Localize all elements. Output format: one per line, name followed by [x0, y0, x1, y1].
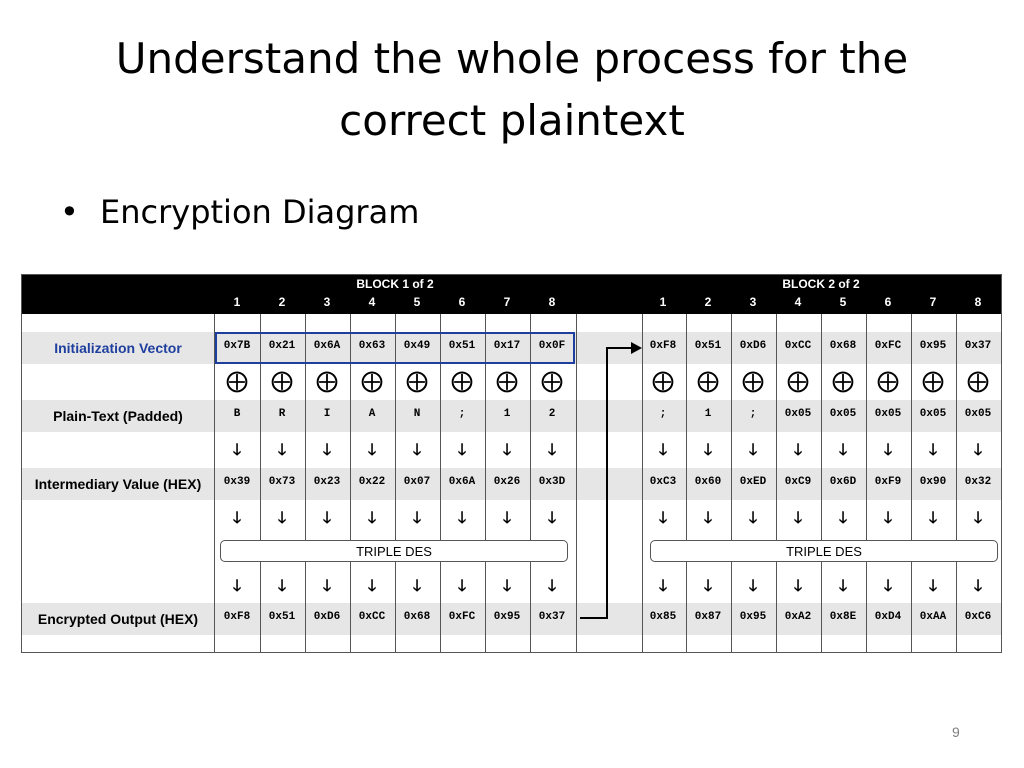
down-arrow-icon: 🡓	[703, 442, 713, 459]
down-arrow-icon: 🡓	[973, 442, 983, 459]
iv-cell: 0x63	[358, 340, 386, 352]
plaintext-cell: 1	[704, 408, 712, 420]
iv-cell: 0x51	[694, 340, 722, 352]
xor-icon: ⨁	[697, 368, 719, 393]
encrypted-cell: 0x87	[694, 611, 722, 623]
xor-icon: ⨁	[496, 368, 518, 393]
column-number: 1	[233, 295, 241, 309]
intermediary-cell: 0x22	[358, 476, 386, 488]
column-number: 3	[749, 295, 757, 309]
plaintext-cell: A	[368, 408, 376, 420]
down-arrow-icon: 🡓	[412, 442, 422, 459]
column-number: 8	[974, 295, 982, 309]
plaintext-cell: 0x05	[784, 408, 812, 420]
plaintext-cell: ;	[749, 408, 757, 420]
column-number: 2	[704, 295, 712, 309]
xor-icon: ⨁	[361, 368, 383, 393]
column-number: 7	[503, 295, 511, 309]
encrypted-cell: 0x85	[649, 611, 677, 623]
iv-cell: 0x49	[403, 340, 431, 352]
down-arrow-icon: 🡓	[322, 510, 332, 527]
row-label-iv: Initialization Vector	[54, 340, 182, 356]
down-arrow-icon: 🡓	[277, 510, 287, 527]
triple-des-box-block-2: TRIPLE DES	[650, 540, 998, 562]
iv-cell: 0x0F	[538, 340, 566, 352]
encrypted-cell: 0xD4	[874, 611, 902, 623]
encryption-diagram	[21, 274, 1002, 653]
slide-title-line-1: Understand the whole process for the	[115, 34, 909, 83]
bullet-text: Encryption Diagram	[100, 193, 420, 231]
intermediary-cell: 0x32	[964, 476, 992, 488]
slide-title	[0, 28, 1024, 152]
intermediary-cell: 0x6D	[829, 476, 857, 488]
bullet-dot-icon: •	[60, 193, 79, 231]
block-2-title: BLOCK 2 of 2	[782, 277, 860, 291]
column-number: 8	[548, 295, 556, 309]
encrypted-cell: 0xFC	[448, 611, 476, 623]
down-arrow-icon: 🡓	[367, 442, 377, 459]
iv-cell: 0x37	[964, 340, 992, 352]
down-arrow-icon: 🡓	[547, 442, 557, 459]
iv-cell: 0xFC	[874, 340, 902, 352]
encrypted-cell: 0x8E	[829, 611, 857, 623]
plaintext-cell: ;	[458, 408, 466, 420]
down-arrow-icon: 🡓	[547, 510, 557, 527]
down-arrow-icon: 🡓	[703, 510, 713, 527]
iv-cell: 0x51	[448, 340, 476, 352]
plaintext-cell: 2	[548, 408, 556, 420]
iv-cell: 0x95	[919, 340, 947, 352]
column-number: 6	[458, 295, 466, 309]
intermediary-cell: 0x6A	[448, 476, 476, 488]
plaintext-cell: B	[233, 408, 241, 420]
down-arrow-icon: 🡓	[547, 578, 557, 595]
down-arrow-icon: 🡓	[793, 442, 803, 459]
iv-cell: 0x6A	[313, 340, 341, 352]
xor-icon: ⨁	[541, 368, 563, 393]
column-number: 3	[323, 295, 331, 309]
plaintext-cell: I	[323, 408, 331, 420]
down-arrow-icon: 🡓	[838, 442, 848, 459]
xor-icon: ⨁	[316, 368, 338, 393]
encrypted-cell: 0xF8	[223, 611, 251, 623]
plaintext-cell: 1	[503, 408, 511, 420]
intermediary-cell: 0x39	[223, 476, 251, 488]
down-arrow-icon: 🡓	[277, 578, 287, 595]
down-arrow-icon: 🡓	[658, 442, 668, 459]
down-arrow-icon: 🡓	[973, 510, 983, 527]
plaintext-cell: 0x05	[829, 408, 857, 420]
intermediary-cell: 0x3D	[538, 476, 566, 488]
down-arrow-icon: 🡓	[748, 578, 758, 595]
plaintext-cell: N	[413, 408, 421, 420]
encrypted-cell: 0x51	[268, 611, 296, 623]
down-arrow-icon: 🡓	[457, 510, 467, 527]
encrypted-cell: 0xD6	[313, 611, 341, 623]
down-arrow-icon: 🡓	[322, 578, 332, 595]
xor-icon: ⨁	[451, 368, 473, 393]
iv-cell: 0x7B	[223, 340, 251, 352]
intermediary-cell: 0x90	[919, 476, 947, 488]
column-number: 5	[413, 295, 421, 309]
chaining-arrow-icon	[631, 342, 642, 354]
row-label-encrypted: Encrypted Output (HEX)	[37, 611, 199, 627]
intermediary-cell: 0x07	[403, 476, 431, 488]
down-arrow-icon: 🡓	[838, 578, 848, 595]
xor-icon: ⨁	[877, 368, 899, 393]
plaintext-cell: ;	[659, 408, 667, 420]
plaintext-cell: 0x05	[919, 408, 947, 420]
encrypted-cell: 0x37	[538, 611, 566, 623]
bullet-item	[60, 190, 419, 234]
column-number: 6	[884, 295, 892, 309]
down-arrow-icon: 🡓	[457, 578, 467, 595]
encrypted-cell: 0xC6	[964, 611, 992, 623]
down-arrow-icon: 🡓	[502, 578, 512, 595]
down-arrow-icon: 🡓	[367, 578, 377, 595]
encrypted-cell: 0xCC	[358, 611, 386, 623]
iv-cell: 0xF8	[649, 340, 677, 352]
xor-icon: ⨁	[652, 368, 674, 393]
iv-cell: 0xD6	[739, 340, 767, 352]
block-1-title: BLOCK 1 of 2	[356, 277, 434, 291]
down-arrow-icon: 🡓	[793, 578, 803, 595]
down-arrow-icon: 🡓	[232, 578, 242, 595]
iv-cell: 0xCC	[784, 340, 812, 352]
down-arrow-icon: 🡓	[658, 510, 668, 527]
down-arrow-icon: 🡓	[502, 442, 512, 459]
down-arrow-icon: 🡓	[793, 510, 803, 527]
down-arrow-icon: 🡓	[502, 510, 512, 527]
intermediary-cell: 0x26	[493, 476, 521, 488]
xor-icon: ⨁	[832, 368, 854, 393]
column-number: 5	[839, 295, 847, 309]
intermediary-cell: 0x23	[313, 476, 341, 488]
down-arrow-icon: 🡓	[883, 578, 893, 595]
encrypted-cell: 0xAA	[919, 611, 947, 623]
column-number: 7	[929, 295, 937, 309]
down-arrow-icon: 🡓	[412, 578, 422, 595]
encrypted-cell: 0x95	[739, 611, 767, 623]
xor-icon: ⨁	[787, 368, 809, 393]
down-arrow-icon: 🡓	[928, 578, 938, 595]
xor-icon: ⨁	[226, 368, 248, 393]
column-number: 4	[794, 295, 802, 309]
column-number: 2	[278, 295, 286, 309]
down-arrow-icon: 🡓	[883, 442, 893, 459]
down-arrow-icon: 🡓	[277, 442, 287, 459]
plaintext-cell: 0x05	[874, 408, 902, 420]
down-arrow-icon: 🡓	[928, 510, 938, 527]
down-arrow-icon: 🡓	[928, 442, 938, 459]
intermediary-cell: 0xED	[739, 476, 767, 488]
down-arrow-icon: 🡓	[658, 578, 668, 595]
iv-cell: 0x21	[268, 340, 296, 352]
slide-title-line-2: correct plaintext	[339, 96, 685, 145]
encrypted-cell: 0x95	[493, 611, 521, 623]
row-label-intermediary: Intermediary Value (HEX)	[34, 476, 202, 492]
column-number: 4	[368, 295, 376, 309]
down-arrow-icon: 🡓	[748, 442, 758, 459]
chaining-line	[580, 348, 634, 618]
iv-cell: 0x17	[493, 340, 521, 352]
xor-icon: ⨁	[406, 368, 428, 393]
down-arrow-icon: 🡓	[232, 442, 242, 459]
down-arrow-icon: 🡓	[703, 578, 713, 595]
intermediary-cell: 0x73	[268, 476, 296, 488]
row-label-plaintext: Plain-Text (Padded)	[53, 408, 183, 424]
xor-icon: ⨁	[271, 368, 293, 393]
down-arrow-icon: 🡓	[838, 510, 848, 527]
intermediary-cell: 0xC3	[649, 476, 677, 488]
down-arrow-icon: 🡓	[883, 510, 893, 527]
down-arrow-icon: 🡓	[412, 510, 422, 527]
down-arrow-icon: 🡓	[748, 510, 758, 527]
page-number: 9	[952, 724, 960, 740]
encrypted-cell: 0x68	[403, 611, 431, 623]
encrypted-cell: 0xA2	[784, 611, 812, 623]
xor-icon: ⨁	[967, 368, 989, 393]
plaintext-cell: 0x05	[964, 408, 992, 420]
plaintext-cell: R	[278, 408, 286, 420]
xor-icon: ⨁	[922, 368, 944, 393]
triple-des-box-block-1: TRIPLE DES	[220, 540, 568, 562]
chaining-connector	[22, 275, 1001, 654]
intermediary-cell: 0x60	[694, 476, 722, 488]
down-arrow-icon: 🡓	[232, 510, 242, 527]
column-number: 1	[659, 295, 667, 309]
xor-icon: ⨁	[742, 368, 764, 393]
intermediary-cell: 0xC9	[784, 476, 812, 488]
intermediary-cell: 0xF9	[874, 476, 902, 488]
down-arrow-icon: 🡓	[367, 510, 377, 527]
down-arrow-icon: 🡓	[973, 578, 983, 595]
down-arrow-icon: 🡓	[457, 442, 467, 459]
iv-cell: 0x68	[829, 340, 857, 352]
down-arrow-icon: 🡓	[322, 442, 332, 459]
